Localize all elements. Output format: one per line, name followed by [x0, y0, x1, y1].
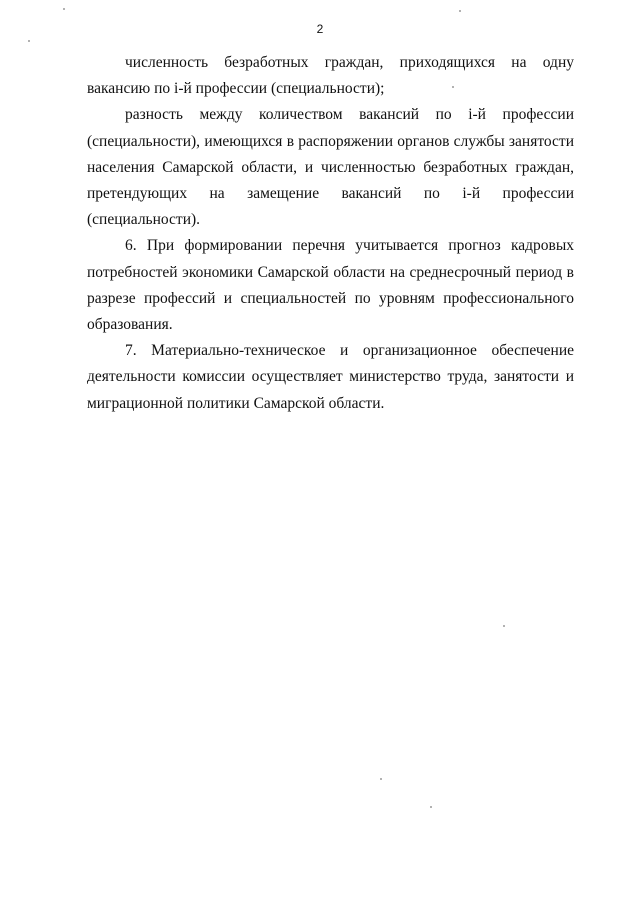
scan-speck — [452, 86, 454, 88]
scan-speck — [459, 10, 461, 12]
page-number: 2 — [316, 22, 324, 36]
paragraph-unemployed-per-vacancy: численность безработных граждан, приходящихся на одну вакансию по i-й профессии (специальности); — [87, 54, 574, 98]
paragraph-item-7: 7. Материально-техническое и организационное обеспечение деятельности комиссии осуществляет министерство труда, занятости и миграционной политики Самарской области. — [87, 342, 574, 412]
paragraph-item-6: 6. При формировании перечня учитывается прогноз кадровых потребностей экономики Самарской области на среднесрочный период в разрезе профессий и специальностей по уровням профессионального образования. — [87, 237, 574, 334]
scan-speck — [63, 8, 65, 10]
scan-speck — [430, 806, 432, 808]
scan-speck — [28, 40, 30, 42]
document-body — [87, 50, 574, 417]
scan-speck — [380, 778, 382, 780]
scan-speck — [503, 625, 505, 627]
paragraph-vacancy-difference: разность между количеством вакансий по i-й профессии (специальности), имеющихся в распоряжении органов службы занятости населения Самарской области, и численностью безработных граждан, претендующих на замещение вакансий по i-й профессии (специальности). — [87, 106, 574, 229]
